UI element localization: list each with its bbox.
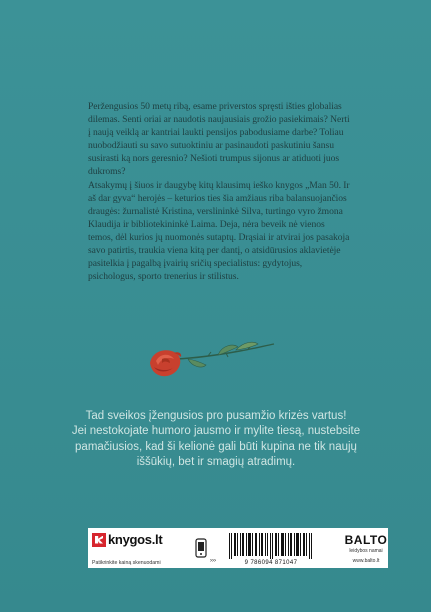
publisher-subtitle: leidybos namai [349, 547, 383, 554]
knygos-logo-icon [92, 533, 106, 547]
tagline [70, 409, 362, 470]
rose-icon [148, 341, 278, 385]
tagline-line-1: Tad sveikos įžengusios pro pusamžio krizės vartus! [85, 410, 347, 422]
retailer-tagline: Patikrinkite kainą skenuodami [92, 560, 161, 566]
blurb-text [88, 100, 350, 283]
retail-strip [88, 528, 344, 568]
publisher-url: www.balto.lt [352, 557, 380, 564]
tagline-line-2: Jei nestokojate humoro jausmo ir mylite tiesą, nustebsite pamačiusios, kad ši kelionė gali būti kupina ne tik naujų iššūkių, bet ir smagių atradimų. [71, 425, 361, 468]
blurb-paragraph-1: Peržengusios 50 metų ribą, esame priverstos spręsti išties globalias dilemas. Senti oriai ar naudotis naujausiais grožio pasiekimais? Nerti į naują veiklą ar kantriai laukti pensijos pabodusiame darbe? Toliau nuobodžiauti su savo sutuoktiniu ar pasinaudoti paskutiniu šansu susirasti ką nors geresnio? Nešioti trumpus sijonus ar atiduoti juos dukroms? [88, 101, 350, 178]
barcode-number: 9 786094 871047 [244, 559, 298, 566]
publisher-name: BALTO [344, 532, 388, 547]
arrows-text: ››› [210, 558, 216, 564]
retailer-logo [92, 532, 189, 547]
publisher-block [344, 528, 388, 568]
retailer-logo-text: knygos.lt [108, 532, 163, 547]
phone-scan-icon [192, 528, 210, 568]
blurb-paragraph-2: Atsakymų į šiuos ir daugybę kitų klausimų ieško knygos „Man 50. Ir aš dar gyva“ herojės – keturios ties šia amžiaus riba balansuojančios draugės: žurnalistė Kristina, verslininkė Silva, turtingo vyro žmona Klaudija ir bibliotekininkė Laima. Deja, nėra beveik nė vienos temos, dėl kurios jų nuomonės sutaptų. Drąsiai ir atvirai jos pasakoja savo patirtis, traukia viena kitą per dantį, o atsidūrusios aklavietėje pasitelkia į pagalbą įvairių sričių specialistus: gydytojus, psichologus, sporto trenerius ir stilistus. [88, 179, 350, 283]
barcode-bars [229, 533, 313, 559]
barcode [226, 528, 316, 568]
retailer-block [88, 528, 192, 568]
